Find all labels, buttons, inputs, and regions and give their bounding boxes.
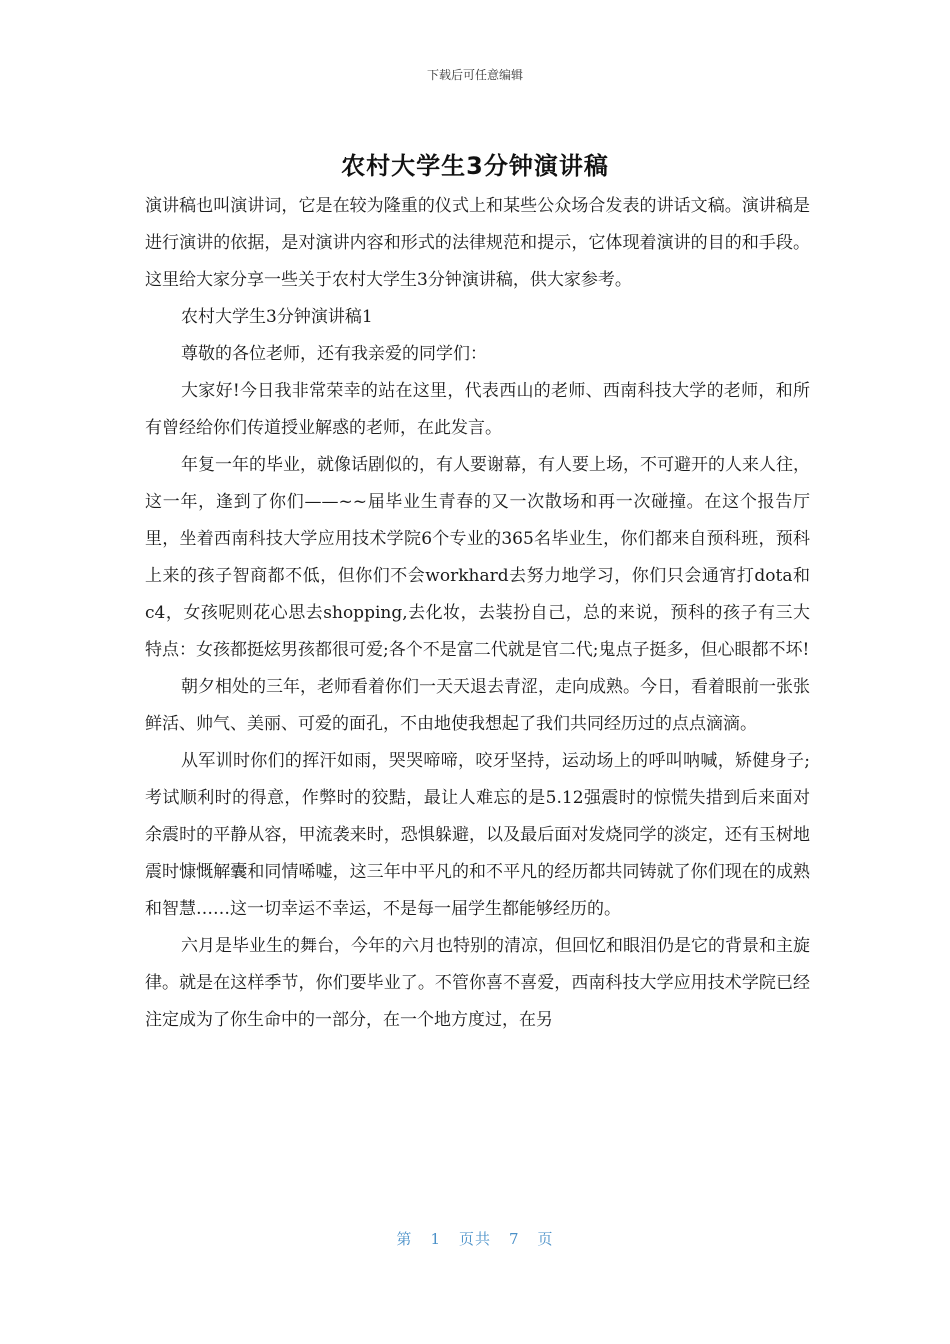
intro-paragraph: 演讲稿也叫演讲词，它是在较为隆重的仪式上和某些公众场合发表的讲话文稿。演讲稿是进行演讲的依据，是对演讲内容和形式的法律规范和提示，它体现着演讲的目的和手段。这里给大家分享一些关于农村大学生3分钟演讲稿，供大家参考。 bbox=[145, 196, 810, 290]
footer-middle: 页共 bbox=[458, 1230, 491, 1248]
footer-total-pages: 7 bbox=[509, 1230, 520, 1248]
footer-page-number: 1 bbox=[430, 1230, 441, 1248]
document-body bbox=[145, 188, 810, 1039]
body-paragraph: 年复一年的毕业，就像话剧似的，有人要谢幕，有人要上场，不可避开的人来人往，这一年，逢到了你们——~~届毕业生青春的又一次散场和再一次碰撞。在这个报告厅里，坐着西南科技大学应用技术学院6个专业的365名毕业生，你们都来自预科班，预科上来的孩子智商都不低，但你们不会workhard去努力地学习，你们只会通宵打dota和c4，女孩呢则花心思去shopping,去化妆，去装扮自己，总的来说，预科的孩子有三大特点：女孩都挺炫男孩都很可爱;各个不是富二代就是官二代;鬼点子挺多，但心眼都不坏! bbox=[145, 455, 810, 660]
section-heading: 农村大学生3分钟演讲稿1 bbox=[181, 307, 373, 327]
body-paragraph: 六月是毕业生的舞台，今年的六月也特别的清凉，但回忆和眼泪仍是它的背景和主旋律。就是在这样季节，你们要毕业了。不管你喜不喜爱，西南科技大学应用技术学院已经注定成为了你生命中的一部分，在一个地方度过，在另 bbox=[145, 936, 810, 1030]
body-paragraph: 从军训时你们的挥汗如雨，哭哭啼啼，咬牙坚持，运动场上的呼叫呐喊，矫健身子;考试顺利时的得意，作弊时的狡黠，最让人难忘的是5.12强震时的惊慌失措到后来面对余震时的平静从容，甲流袭来时，恐惧躲避，以及最后面对发烧同学的淡定，还有玉树地震时慷慨解囊和同情唏嘘，这三年中平凡的和不平凡的经历都共同铸就了你们现在的成熟和智慧……这一切幸运不幸运，不是每一届学生都能够经历的。 bbox=[145, 751, 810, 919]
footer-suffix: 页 bbox=[537, 1230, 554, 1248]
body-paragraph: 大家好!今日我非常荣幸的站在这里，代表西山的老师、西南科技大学的老师，和所有曾经给你们传道授业解惑的老师，在此发言。 bbox=[145, 381, 810, 438]
body-paragraph: 朝夕相处的三年，老师看着你们一天天退去青涩，走向成熟。今日，看着眼前一张张鲜活、帅气、美丽、可爱的面孔，不由地使我想起了我们共同经历过的点点滴滴。 bbox=[145, 677, 810, 734]
page-title: 农村大学生3分钟演讲稿 bbox=[341, 152, 609, 180]
page-footer bbox=[0, 1228, 950, 1249]
header-note: 下载后可任意编辑 bbox=[426, 68, 523, 82]
salutation: 尊敬的各位老师，还有我亲爱的同学们： bbox=[181, 344, 487, 364]
footer-prefix: 第 bbox=[396, 1230, 413, 1248]
